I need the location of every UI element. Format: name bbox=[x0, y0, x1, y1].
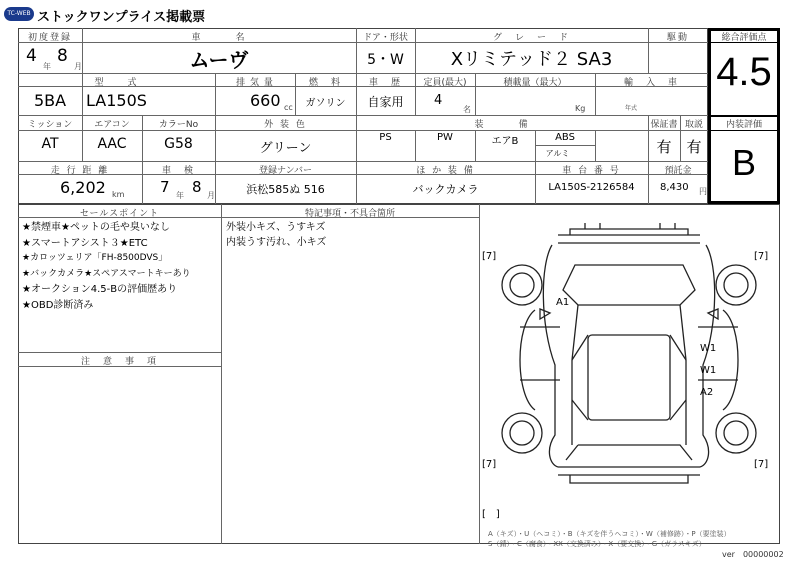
label-mission: ミッション bbox=[27, 120, 73, 130]
inspection-year: 7 bbox=[160, 178, 170, 196]
equipment-pw: PW bbox=[437, 132, 453, 143]
inspection-month: 8 bbox=[192, 178, 202, 196]
sales-points-list bbox=[22, 220, 191, 313]
list-item: 外装小キズ、うすキズ bbox=[226, 222, 326, 233]
color-no-value: G58 bbox=[164, 136, 193, 152]
list-item: ★オークション4.5-Bの評価歴あり bbox=[22, 284, 178, 295]
reg-year-value: 4 bbox=[26, 46, 37, 66]
label-equipment: 装 備 bbox=[474, 120, 530, 130]
list-item: ★禁煙車★ペットの毛や臭いなし bbox=[22, 222, 170, 233]
color-value: グリーン bbox=[259, 141, 312, 156]
displacement-value: 660 bbox=[250, 91, 281, 110]
warranty-value: 有 bbox=[656, 138, 672, 156]
bracket-empty: [ ] bbox=[482, 509, 500, 520]
other-equipment-value: バックカメラ bbox=[412, 183, 479, 196]
door-value: 5・W bbox=[367, 52, 404, 68]
grade-value: Xリミテッド２ SA3 bbox=[450, 49, 613, 70]
bracket-front-left: [7] bbox=[482, 251, 497, 262]
equipment-ps: PS bbox=[379, 132, 392, 143]
label-first-reg: 初度登録 bbox=[27, 33, 72, 43]
label-color-no: カラーNo bbox=[158, 120, 199, 130]
import-unit: 年式 bbox=[625, 105, 638, 112]
history-value: 自家用 bbox=[367, 95, 404, 109]
equipment-alumi: アルミ bbox=[545, 149, 570, 158]
version-label: ver 00000002 bbox=[722, 550, 784, 559]
list-item: ★カロッツェリア「FH-8500DVS」 bbox=[22, 253, 168, 263]
label-door: ドア・形状 bbox=[363, 33, 408, 43]
list-item: ★OBD診断済み bbox=[22, 299, 94, 311]
manual-value: 有 bbox=[686, 138, 702, 156]
label-history: 車 歴 bbox=[368, 78, 402, 88]
type-code-value: LA150S bbox=[86, 91, 147, 110]
reg-month-unit: 月 bbox=[74, 62, 82, 71]
label-other-equipment: ほ か 装 備 bbox=[416, 166, 475, 176]
mark-w1-upper: W1 bbox=[700, 343, 717, 354]
mark-a1: A1 bbox=[556, 297, 570, 308]
label-car-name: 車 名 bbox=[191, 33, 247, 43]
legend-line: S（錆）・C（腐食）・XX（交換済み）・X（要交換）・G（ガラスキズ） bbox=[488, 540, 706, 548]
label-mileage: 走 行 距 離 bbox=[50, 166, 110, 176]
label-import: 輸 入 車 bbox=[623, 78, 679, 88]
label-remarks: 特記事項・不具合箇所 bbox=[304, 209, 395, 219]
label-warranty: 保証書 bbox=[650, 120, 678, 130]
page-title: ストックワンプライス掲載票 bbox=[37, 10, 206, 25]
label-load: 積載量（最大） bbox=[503, 78, 567, 88]
legend-line: A（キズ）・U（ヘコミ）・B（キズを伴うヘコミ）・W（補修跡）・P（要塗装） bbox=[488, 530, 731, 538]
capacity-value: 4 bbox=[434, 93, 443, 108]
label-sales-points: セールスポイント bbox=[79, 209, 160, 219]
bracket-front-right: [7] bbox=[754, 251, 769, 262]
bracket-rear-left: [7] bbox=[482, 459, 497, 470]
logo: TC-WEB bbox=[4, 7, 34, 21]
label-overall-score: 総合評価点 bbox=[721, 33, 767, 43]
inspection-year-unit: 年 bbox=[176, 191, 184, 200]
interior-score: B bbox=[731, 142, 756, 183]
label-displacement: 排 気 量 bbox=[236, 78, 274, 88]
car-damage-diagram bbox=[480, 205, 779, 530]
label-chassis: 車 台 番 号 bbox=[562, 166, 621, 176]
label-notes: 注 意 事 項 bbox=[80, 357, 158, 367]
plate-value: 浜松585ぬ 516 bbox=[246, 183, 325, 196]
label-aircon: エアコン bbox=[94, 120, 130, 130]
chassis-value: LA150S-2126584 bbox=[548, 182, 635, 193]
equipment-abs: ABS bbox=[555, 132, 575, 143]
reg-year-unit: 年 bbox=[43, 62, 51, 71]
list-item: ★スマートアシスト３★ETC bbox=[22, 237, 148, 249]
fuel-value: ガソリン bbox=[305, 98, 346, 109]
cc-unit: cc bbox=[284, 103, 293, 112]
label-exterior-color: 外 装 色 bbox=[264, 120, 307, 130]
equipment-airbag: エアB bbox=[491, 136, 519, 147]
aircon-value: AAC bbox=[97, 136, 127, 152]
label-type: 型 式 bbox=[94, 78, 139, 88]
bracket-rear-right: [7] bbox=[754, 459, 769, 470]
mark-a2: A2 bbox=[700, 387, 714, 398]
deposit-value: 8,430 bbox=[660, 182, 689, 193]
label-grade: グ レ ー ド bbox=[492, 33, 570, 43]
label-inspection: 車 検 bbox=[161, 166, 195, 176]
capacity-unit: 名 bbox=[463, 105, 471, 114]
mark-w1-lower: W1 bbox=[700, 365, 717, 376]
km-unit: km bbox=[112, 190, 125, 199]
list-item: ★バックカメラ★スペアスマートキーあり bbox=[22, 268, 191, 279]
overall-score: 4.5 bbox=[716, 50, 772, 94]
label-fuel: 燃 料 bbox=[308, 78, 342, 88]
reg-month-value: 8 bbox=[57, 46, 68, 66]
label-plate: 登録ナンバー bbox=[259, 166, 312, 176]
car-name-value: ムーヴ bbox=[189, 48, 249, 72]
label-manual: 取説 bbox=[684, 120, 703, 130]
type-prefix-value: 5BA bbox=[33, 91, 67, 110]
label-interior-score: 内装評価 bbox=[725, 120, 762, 130]
list-item: 内装うす汚れ、小キズ bbox=[226, 237, 327, 248]
inspection-month-unit: 月 bbox=[207, 191, 215, 200]
mileage-value: 6,202 bbox=[60, 178, 106, 197]
load-unit: Kg bbox=[575, 104, 586, 113]
remarks-list bbox=[226, 220, 326, 250]
damage-legend bbox=[488, 529, 731, 549]
mission-value: AT bbox=[41, 136, 59, 152]
label-deposit: 預託金 bbox=[664, 166, 692, 176]
label-capacity: 定員(最大) bbox=[423, 78, 467, 88]
yen-unit: 円 bbox=[699, 187, 707, 196]
label-drive: 駆動 bbox=[666, 33, 689, 43]
